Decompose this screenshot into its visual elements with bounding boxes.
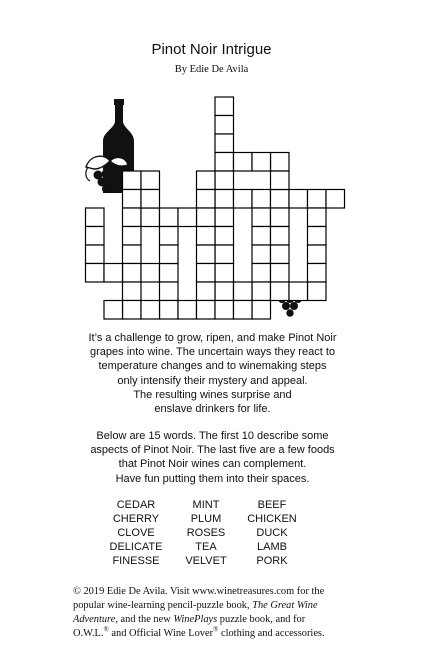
crossword-cell[interactable] (197, 171, 216, 190)
crossword-cell[interactable] (271, 264, 290, 283)
crossword-cell[interactable] (197, 190, 216, 209)
crossword-cell[interactable] (160, 245, 179, 264)
author-byline: By Edie De Avila (174, 64, 249, 75)
crossword-cell[interactable] (141, 264, 160, 283)
word-item: ROSES (186, 527, 226, 539)
crossword-cell[interactable] (215, 153, 234, 172)
crossword-cell[interactable] (215, 264, 234, 283)
crossword-cell[interactable] (215, 245, 234, 264)
crossword-cell[interactable] (197, 227, 216, 246)
crossword-cell[interactable] (289, 190, 308, 209)
crossword-cell[interactable] (234, 190, 253, 209)
crossword-cell[interactable] (123, 190, 142, 209)
crossword-cell[interactable] (252, 301, 271, 320)
crossword-cell[interactable] (252, 264, 271, 283)
crossword-cell[interactable] (215, 171, 234, 190)
crossword-cell[interactable] (178, 208, 197, 227)
crossword-cell[interactable] (215, 301, 234, 320)
crossword-cell[interactable] (215, 208, 234, 227)
crossword-grid (0, 95, 423, 325)
copyright-footer: © 2019 Edie De Avila. Visit www.winetreasures.com for the popular wine-learning pencil-puzzle book, The Great Wine Adventure, and the new WinePlays puzzle book, and for O.W.L.® and Official Wine Lover® clothing and accessories. (73, 586, 325, 639)
crossword-cell[interactable] (197, 282, 216, 301)
crossword-cell[interactable] (308, 208, 327, 227)
puzzle-title: Pinot Noir Intrigue (151, 41, 272, 58)
word-item: CHICKEN (247, 513, 297, 525)
crossword-cell[interactable] (215, 282, 234, 301)
crossword-cell[interactable] (197, 264, 216, 283)
crossword-cell[interactable] (234, 301, 253, 320)
crossword-cell[interactable] (86, 227, 105, 246)
crossword-cell[interactable] (326, 190, 345, 209)
word-item: DUCK (256, 527, 288, 539)
word-item: BEEF (257, 499, 287, 511)
crossword-cell[interactable] (271, 227, 290, 246)
crossword-cell[interactable] (104, 301, 123, 320)
intro-paragraph: It’s a challenge to grow, ripen, and make Pinot Noir grapes into wine. The uncertain ways they react to temperature changes and to winemaking steps only intensify their mystery and appeal. The resulting wines surprise and enslave drinkers for life. (88, 332, 337, 416)
crossword-cell[interactable] (234, 282, 253, 301)
crossword-cell[interactable] (197, 208, 216, 227)
crossword-cell[interactable] (271, 190, 290, 209)
crossword-cell[interactable] (86, 264, 105, 283)
crossword-cell[interactable] (308, 264, 327, 283)
word-item: DELICATE (109, 541, 163, 553)
word-column-aspects-1 (96, 498, 176, 568)
crossword-cell[interactable] (86, 245, 105, 264)
word-item: CLOVE (117, 527, 155, 539)
crossword-cell[interactable] (234, 153, 253, 172)
word-item: FINESSE (112, 555, 160, 567)
crossword-cell[interactable] (197, 245, 216, 264)
crossword-cell[interactable] (308, 282, 327, 301)
word-item: PORK (256, 555, 288, 567)
word-item: MINT (192, 499, 220, 511)
crossword-cell[interactable] (215, 134, 234, 153)
crossword-cell[interactable] (160, 282, 179, 301)
crossword-cell[interactable] (123, 282, 142, 301)
crossword-cell[interactable] (252, 227, 271, 246)
crossword-cell[interactable] (123, 264, 142, 283)
crossword-cell[interactable] (252, 282, 271, 301)
crossword-cell[interactable] (123, 208, 142, 227)
word-item: CEDAR (116, 499, 156, 511)
crossword-cell[interactable] (123, 245, 142, 264)
crossword-cell[interactable] (215, 227, 234, 246)
crossword-cell[interactable] (104, 264, 123, 283)
crossword-cell[interactable] (308, 245, 327, 264)
crossword-cell[interactable] (160, 208, 179, 227)
word-item: LAMB (257, 541, 287, 553)
crossword-cell[interactable] (141, 190, 160, 209)
crossword-cell[interactable] (271, 171, 290, 190)
crossword-cell[interactable] (215, 190, 234, 209)
crossword-cell[interactable] (86, 208, 105, 227)
crossword-cell[interactable] (308, 190, 327, 209)
crossword-cell[interactable] (123, 227, 142, 246)
crossword-cell[interactable] (271, 153, 290, 172)
crossword-cell[interactable] (271, 245, 290, 264)
word-item: TEA (195, 541, 217, 553)
instructions-paragraph: Below are 15 words. The first 10 describe some aspects of Pinot Noir. The last five are a few foods that Pinot Noir wines can complement. Have fun putting them into their spaces. (90, 430, 335, 485)
crossword-cell[interactable] (252, 208, 271, 227)
word-column-foods (232, 498, 312, 568)
crossword-cell[interactable] (252, 190, 271, 209)
crossword-cell[interactable] (197, 301, 216, 320)
crossword-cell[interactable] (160, 301, 179, 320)
crossword-cell[interactable] (160, 227, 179, 246)
crossword-cell[interactable] (271, 282, 290, 301)
crossword-cell[interactable] (123, 301, 142, 320)
crossword-cell[interactable] (289, 282, 308, 301)
crossword-cell[interactable] (215, 97, 234, 116)
crossword-cell[interactable] (141, 208, 160, 227)
word-item: CHERRY (112, 513, 160, 525)
crossword-cell[interactable] (178, 301, 197, 320)
crossword-cell[interactable] (141, 171, 160, 190)
crossword-cell[interactable] (160, 264, 179, 283)
word-item: PLUM (190, 513, 222, 525)
crossword-cell[interactable] (123, 171, 142, 190)
crossword-cell[interactable] (271, 208, 290, 227)
crossword-cell[interactable] (252, 245, 271, 264)
crossword-cell[interactable] (141, 301, 160, 320)
crossword-cell[interactable] (215, 116, 234, 135)
word-item: VELVET (185, 555, 227, 567)
crossword-cell[interactable] (308, 227, 327, 246)
crossword-cell[interactable] (252, 153, 271, 172)
